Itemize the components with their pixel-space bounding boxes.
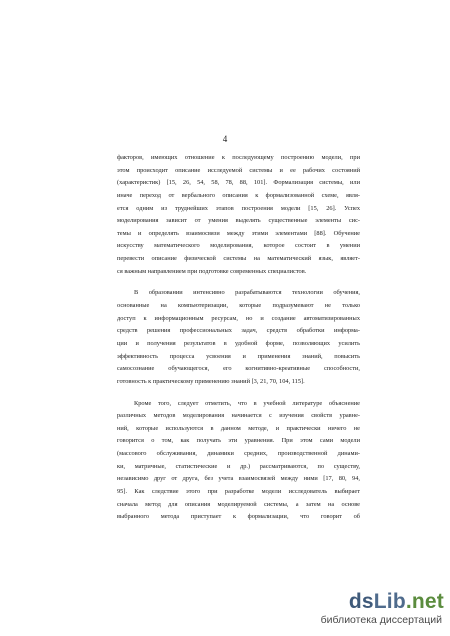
text-line: основанные на компьютеризации, которые подразумевают не только [117, 302, 360, 310]
paragraph [117, 287, 360, 388]
text-line: выбранного метода приступает к формализации, что говорит об [117, 513, 360, 521]
dslib-logo-text: dsLib.net [348, 590, 444, 613]
text-line: факторов, имеющих отношение к последующему построению модели, при [117, 154, 360, 161]
text-line: Кроме того, следует отметить, что в учебной литературе объяснение [134, 399, 360, 407]
text-line: В образовании интенсивно разрабатываются технологии обучения, [134, 289, 360, 297]
text-line: этом происходит описание исследуемой системы и ее рабочих состояний [117, 166, 360, 174]
text-line: ется одним из труднейших этапов построения модели [15, 26]. Успех [117, 204, 360, 212]
text-line: ся важным направлением при подготовке современных специалистов. [117, 267, 307, 275]
text-line: различных методов моделирования начинается с изучения свойств уравне- [117, 412, 360, 420]
text-line: независимо друг от друга, без учета взаимосвязей между ними [17, 80, 94, [117, 475, 360, 483]
text-line: перевести описание физической системы на математический язык, являет- [117, 255, 360, 263]
dslib-watermark [320, 590, 444, 630]
text-line: средств решения профессиональных задач, средств обработки информа- [117, 327, 360, 335]
dslib-subtitle: библиотека диссертаций [320, 614, 442, 626]
page-number: 4 [222, 134, 228, 144]
text-line: самосознание обучающегося, его когнитивно-креативные способности, [117, 365, 360, 373]
text-line: иначе переход от вербального описания к формализованной схеме, явля- [117, 191, 360, 199]
text-line: (массового обслуживания, динамики средних, производственной динами- [117, 450, 360, 458]
text-line: 95]. Как следствие этого при разработке модели исследователь выбирает [117, 488, 360, 496]
text-line: темы и определять взаимосвязи между этими элементами [88]. Обучение [117, 229, 360, 237]
text-line: (характеристик) [15, 26, 54, 58, 78, 88, 101]. Формализация системы, или [117, 179, 360, 187]
paragraph [117, 398, 360, 524]
text-line: доступ к информационным ресурсам, но и создание автоматизированных [117, 314, 360, 322]
text-line: моделирования зависит от умения выделять существенные элементы сис- [117, 217, 360, 225]
paragraph [117, 152, 360, 278]
document-body [117, 152, 360, 524]
text-line: ции и получения результатов в удобной форме, позволяющих усилить [117, 339, 360, 347]
dslib-logo [338, 590, 444, 614]
text-line: сначала метод для описания моделируемой системы, а затем на основе [117, 500, 360, 508]
text-line: ний, которые используются в данном методе, и практически ничего не [117, 424, 360, 432]
text-line: искусству математического моделирования, которое состоит в умении [117, 242, 360, 250]
text-line: эффективность процесса усвоения и применения знаний, повысить [117, 352, 360, 360]
text-line: ки, матричные, статистические и др.) рассматриваются, по существу, [117, 462, 360, 470]
text-line: говорится о том, как получать эти уравнения. При этом сами модели [117, 437, 360, 445]
text-line: готовность к практическому применению знаний [3, 21, 70, 104, 115]. [117, 377, 305, 385]
